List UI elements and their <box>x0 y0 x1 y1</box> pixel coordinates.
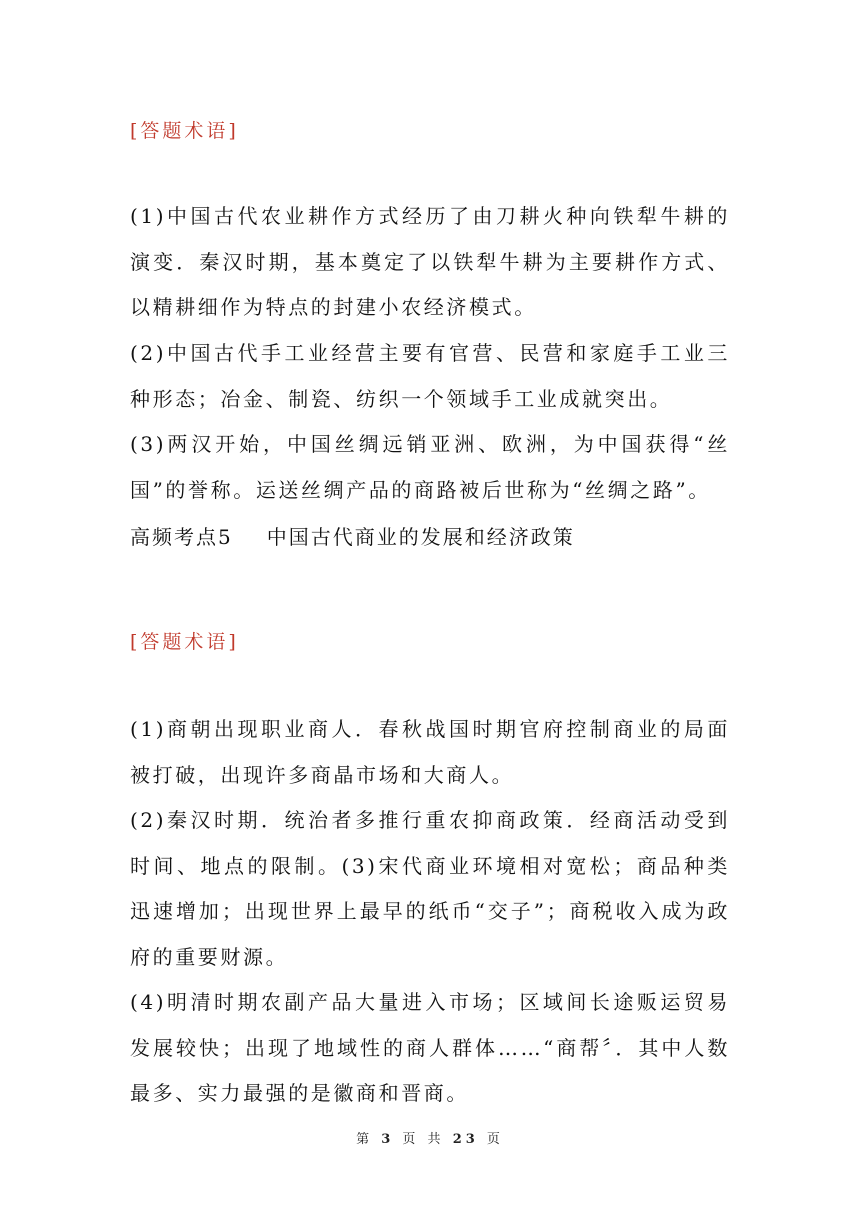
paragraph-agriculture: (1)中国古代农业耕作方式经历了由刀耕火种向铁犁牛耕的演变．秦汉时期，基本奠定了以铁犁牛耕为主要耕作方式、以精耕细作为特点的封建小农经济模式。 <box>130 204 730 319</box>
page-footer <box>0 1128 860 1147</box>
footer-total-pages: 23 <box>452 1132 479 1147</box>
footer-page-number: 3 <box>381 1132 395 1147</box>
footer-prefix: 第 <box>356 1132 374 1147</box>
paragraph-shang-merchants: (1)商朝出现职业商人．春秋战国时期官府控制商业的局面被打破，出现许多商晶市场和大商人。 <box>130 717 730 787</box>
paragraph-handicraft: (2)中国古代手工业经营主要有官营、民营和家庭手工业三种形态；冶金、制瓷、纺织一个领域手工业成就突出。 <box>130 341 730 411</box>
answer-terms-label-1: [答题术语] <box>130 120 239 142</box>
footer-middle: 页 共 <box>402 1132 445 1147</box>
heading-title: 中国古代商业的发展和经济政策 <box>266 525 575 549</box>
footer-suffix: 页 <box>486 1132 504 1147</box>
section-heading <box>130 521 575 550</box>
answer-terms-label-2: [答题术语] <box>130 631 239 653</box>
heading-prefix: 高频考点5 <box>130 525 233 549</box>
paragraph-ming-qing-merchants: (4)明清时期农副产品大量进入市场；区域间长途贩运贸易发展较快；出现了地域性的商人群体……“商帮〞．其中人数最多、实力最强的是徽商和晋商。 <box>130 990 730 1105</box>
paragraph-qin-han-song-policy: (2)秦汉时期．统治者多推行重农抑商政策．经商活动受到时间、地点的限制。(3)宋代商业环境相对宽松；商品种类迅速增加；出现世界上最早的纸币“交子”；商税收入成为政府的重要财源。 <box>130 808 730 969</box>
paragraph-silk-road: (3)两汉开始，中国丝绸远销亚洲、欧洲，为中国获得“丝国”的誉称。运送丝绸产品的商路被后世称为“丝绸之路”。 <box>130 432 730 502</box>
